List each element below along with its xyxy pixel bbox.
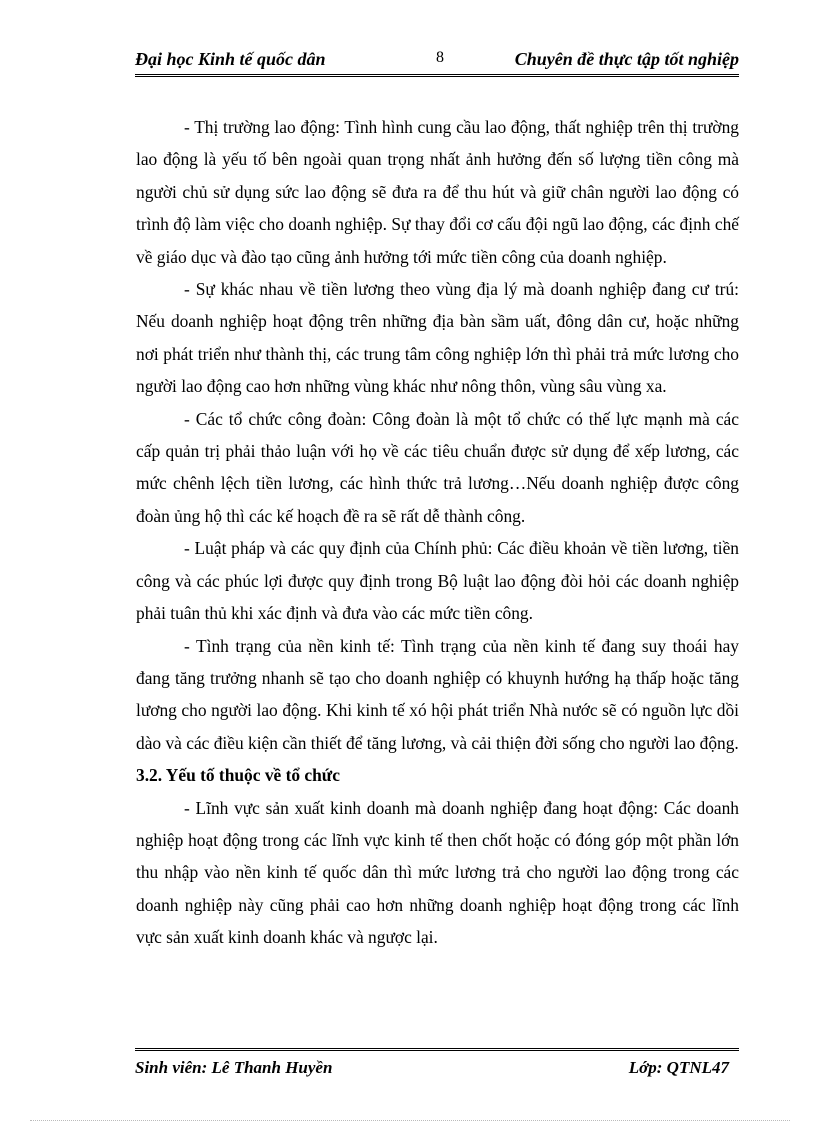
page-number: 8 <box>436 49 444 66</box>
paragraph-regional-difference: - Sự khác nhau về tiền lương theo vùng địa lý mà doanh nghiệp đang cư trú: Nếu doanh nghiệp hoạt động trên những địa bàn sầm uất, đông dân cư, hoặc những nơi phát triển như thành thị, các trung tâm công nghiệp lớn thì phải trả mức lương cho người lao động cao hơn những vùng khác như nông thôn, vùng sâu vùng xa. <box>136 279 739 397</box>
paragraph-business-sector: - Lĩnh vực sản xuất kinh doanh mà doanh nghiệp đang hoạt động: Các doanh nghiệp hoạt động trong các lĩnh vực kinh tế then chốt hoặc có đóng góp một phần lớn thu nhập vào nền kinh tế quốc dân thì mức lương trả cho người lao động trong các doanh nghiệp này cũng phải cao hơn những doanh nghiệp hoạt động trong các lĩnh vực sản xuất kinh doanh khác và ngược lại. <box>136 797 739 948</box>
section-heading: 3.2. Yếu tố thuộc về tổ chức <box>136 765 340 786</box>
paragraph-trade-unions: - Các tổ chức công đoàn: Công đoàn là một tổ chức có thế lực mạnh mà các cấp quản trị phải thảo luận với họ về các tiêu chuẩn được sử dụng để xếp lương, các mức chênh lệch tiền lương, các hình thức trả lương…Nếu doanh nghiệp được công đoàn ủng hộ thì các kế hoạch đề ra sẽ rất dễ thành công. <box>136 408 739 526</box>
paragraph-labor-market: - Thị trường lao động: Tình hình cung cầu lao động, thất nghiệp trên thị trường lao động là yếu tố bên ngoài quan trọng nhất ảnh hưởng đến số lượng tiền công mà người chủ sử dụng sức lao động sẽ đưa ra để thu hút và giữ chân người lao động có trình độ làm việc cho doanh nghiệp. Sự thay đổi cơ cấu đội ngũ lao động, các định chế về giáo dục và đào tạo cũng ảnh hưởng tới mức tiền công của doanh nghiệp. <box>136 117 739 267</box>
paragraph-law-regulations: - Luật pháp và các quy định của Chính phủ: Các điều khoản về tiền lương, tiền công và các phúc lợi được quy định trong Bộ luật lao động đòi hỏi các doanh nghiệp phải tuân thủ khi xác định và đưa vào các mức tiền công. <box>136 538 739 624</box>
header-university: Đại học Kinh tế quốc dân <box>135 49 326 69</box>
document-body <box>136 111 739 954</box>
page-header <box>135 48 739 77</box>
footer-class: Lớp: QTNL47 <box>628 1058 729 1077</box>
paragraph-economy-state: - Tình trạng của nền kinh tế: Tình trạng của nền kinh tế đang suy thoái hay đang tăng trưởng nhanh sẽ tạo cho doanh nghiệp có khuynh hướng hạ thấp hoặc tăng lương cho người lao động. Khi kinh tế xó hội phát triển Nhà nước sẽ có nguồn lực dồi dào và các điều kiện cần thiết để tăng lương, và cải thiện đời sống cho người lao động. <box>136 635 739 753</box>
footer-student: Sinh viên: Lê Thanh Huyền <box>135 1058 333 1077</box>
header-document-type: Chuyên đề thực tập tốt nghiệp <box>514 49 739 69</box>
page-footer <box>135 1048 739 1081</box>
page-bottom-edge <box>30 1120 790 1121</box>
